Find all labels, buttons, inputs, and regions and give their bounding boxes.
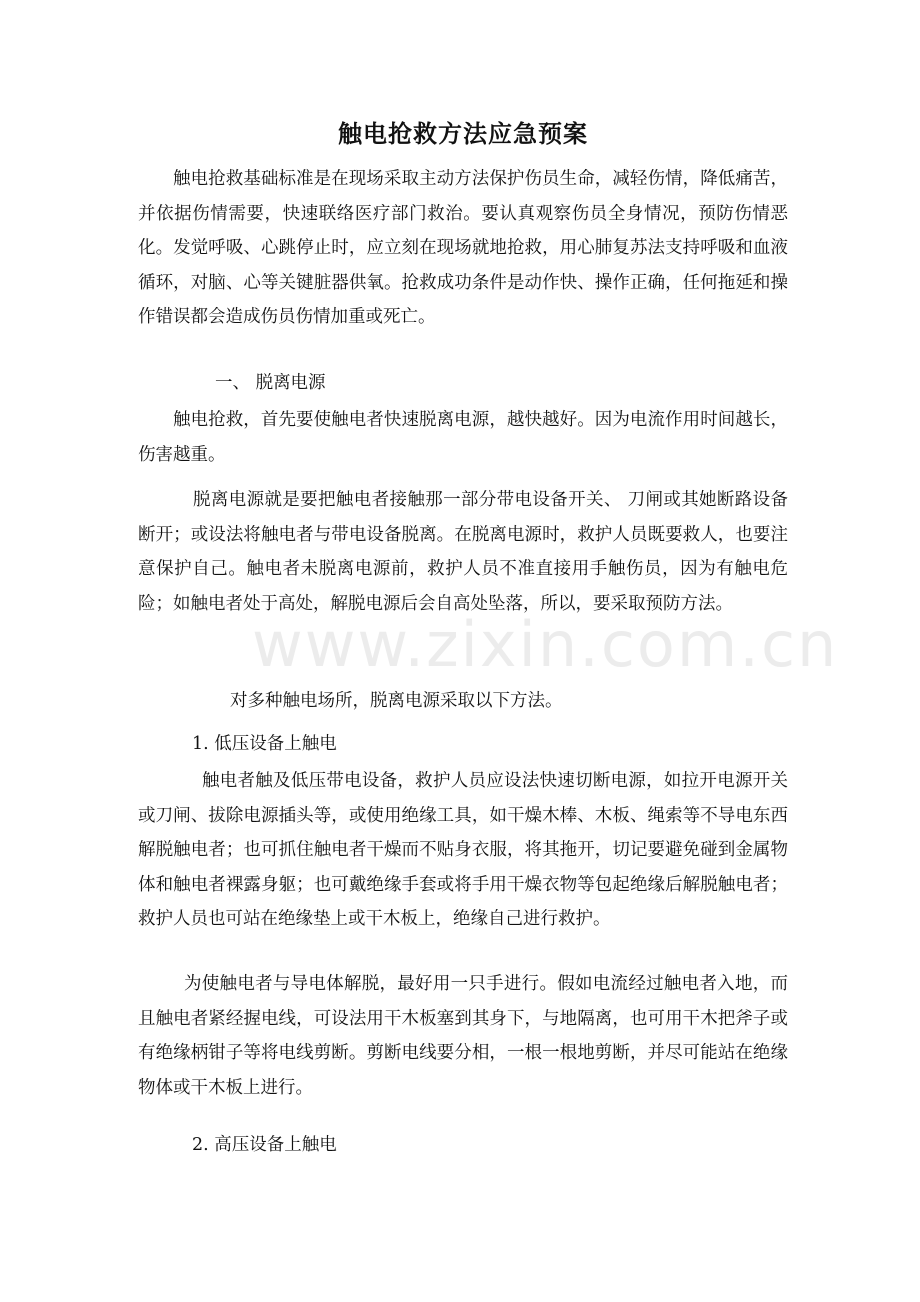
paragraph-disconnect-quickly: 触电抢救，首先要使触电者快速脱离电源，越快越好。因为电流作用时间越长，伤害越重。 <box>138 410 788 465</box>
subheading-high-voltage: 2. 高压设备上触电 <box>192 1135 337 1155</box>
section-heading-disconnect-power: 一、 脱离电源 <box>215 373 326 393</box>
intro-paragraph: 触电抢救基础标准是在现场采取主动方法保护伤员生命，减轻伤情，降低痛苦，并依据伤情需要，快速联络医疗部门救治。要认真观察伤员全身情况，预防伤情恶化。发觉呼吸、心跳停止时，应立刻在现场就地抢救，用心肺复苏法支持呼吸和血液循环，对脑、心等关键脏器供氧。抢救成功条件是动作快、操作正确，任何拖延和操作错误都会造成伤员伤情加重或死亡。 <box>138 169 788 328</box>
paragraph-disconnect-definition: 脱离电源就是要把触电者接触那一部分带电设备开关、 刀闸或其她断路设备断开；或设法将触电者与带电设备脱离。在脱离电源时，救护人员既要救人，也要注意保护自己。触电者未脱离电源前，救护人员不准直接用手触伤员，因为有触电危险；如触电者处于高处，解脱电源后会自高处坠落，所以，要采取预防方法。 <box>138 490 788 614</box>
watermark-text: www.zixin.com.cn <box>252 608 839 681</box>
paragraph-one-hand: 为使触电者与导电体解脱，最好用一只手进行。假如电流经过触电者入地，而且触电者紧经握电线，可设法用干木板塞到其身下，与地隔离，也可用干木把斧子或有绝缘柄钳子等将电线剪断。剪断电线要分相，一根一根地剪断，并尽可能站在绝缘物体或干木板上进行。 <box>138 974 788 1098</box>
page-title: 触电抢救方法应急预案 <box>338 119 588 148</box>
document-page <box>138 0 788 1302</box>
paragraph-methods-intro: 对多种触电场所，脱离电源采取以下方法。 <box>230 691 563 711</box>
subheading-low-voltage: 1. 低压设备上触电 <box>192 734 337 754</box>
paragraph-low-voltage: 触电者触及低压带电设备，救护人员应设法快速切断电源，如拉开电源开关或刀闸、拔除电源插头等，或使用绝缘工具，如干燥木棒、木板、绳索等不导电东西解脱触电者；也可抓住触电者干燥而不贴身衣服，将其拖开，切记要避免碰到金属物体和触电者裸露身躯；也可戴绝缘手套或将手用干燥衣物等包起绝缘后解脱触电者；救护人员也可站在绝缘垫上或干木板上，绝缘自己进行救护。 <box>138 771 788 930</box>
